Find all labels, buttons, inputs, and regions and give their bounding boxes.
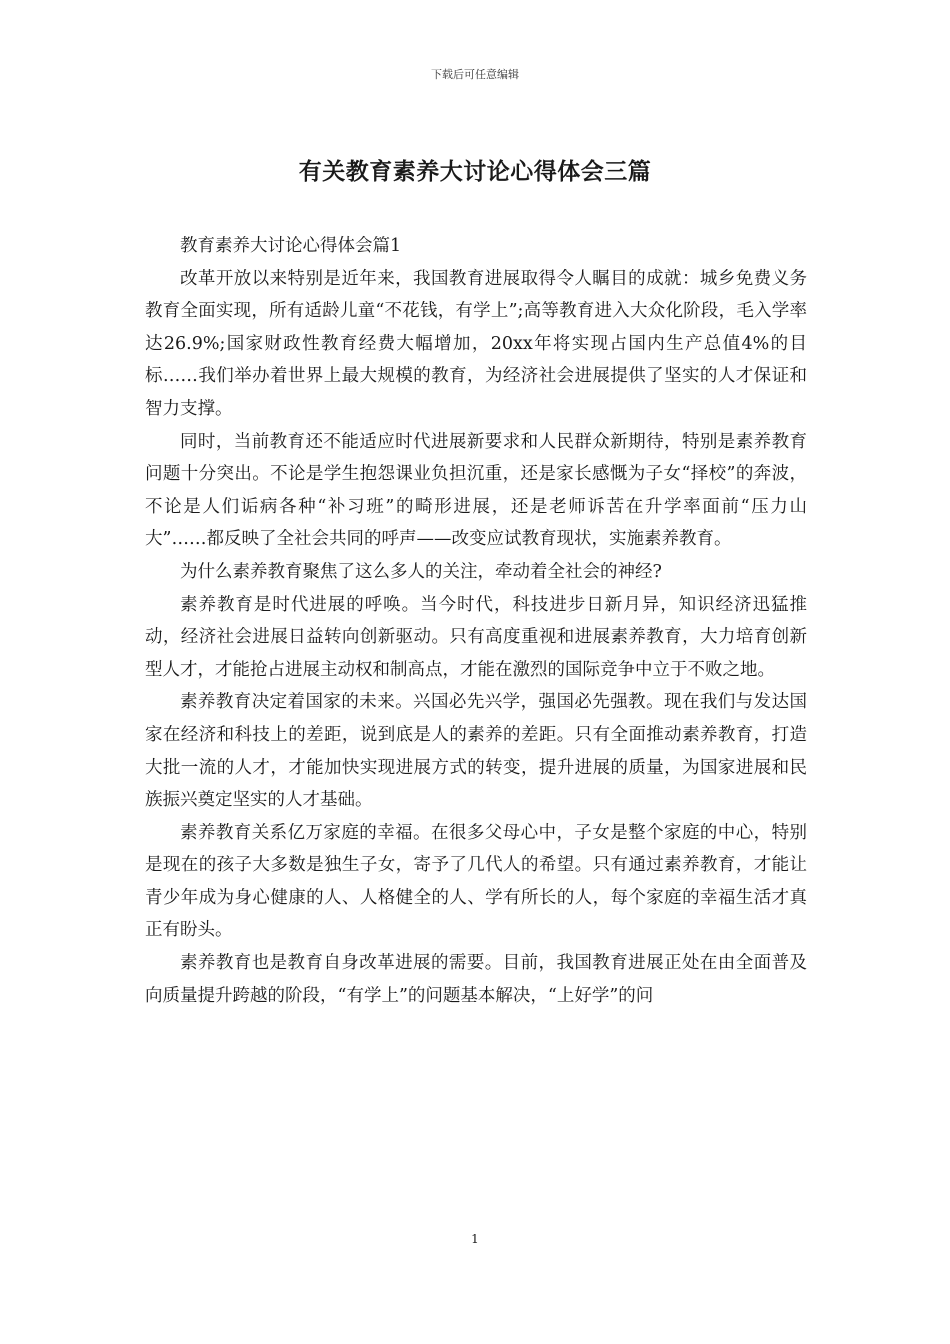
paragraph: 素养教育决定着国家的未来。兴国必先兴学，强国必先强教。现在我们与发达国家在经济和科技上的差距，说到底是人的素养的差距。只有全面推动素养教育，打造大批一流的人才，才能加快实现进展方式的转变，提升进展的质量，为国家进展和民族振兴奠定坚实的人才基础。: [145, 692, 807, 811]
paragraph: 素养教育也是教育自身改革进展的需要。目前，我国教育进展正处在由全面普及向质量提升跨越的阶段，“有学上”的问题基本解决，“上好学”的问: [145, 953, 807, 1006]
paragraph: 素养教育是时代进展的呼唤。当今时代，科技进步日新月异，知识经济迅猛推动，经济社会进展日益转向创新驱动。只有高度重视和进展素养教育，大力培育创新型人才，才能抢占进展主动权和制高点，才能在激烈的国际竞争中立于不败之地。: [145, 594, 807, 680]
paragraph: 素养教育关系亿万家庭的幸福。在很多父母心中，子女是整个家庭的中心，特别是现在的孩子大多数是独生子女，寄予了几代人的希望。只有通过素养教育，才能让青少年成为身心健康的人、人格健全的人、学有所长的人，每个家庭的幸福生活才真正有盼头。: [145, 822, 807, 941]
document-title: 有关教育素养大讨论心得体会三篇: [298, 158, 652, 185]
paragraph: 为什么素养教育聚焦了这么多人的关注，牵动着全社会的神经?: [180, 561, 662, 582]
header-note: 下载后可任意编辑: [431, 68, 519, 81]
paragraph: 改革开放以来特别是近年来，我国教育进展取得令人瞩目的成就：城乡免费义务教育全面实现，所有适龄儿童“不花钱，有学上”;高等教育进入大众化阶段，毛入学率达26.9%;国家财政性教育经费大幅增加，20xx年将实现占国内生产总值4%的目标……我们举办着世界上最大规模的教育，为经济社会进展提供了坚实的人才保证和智力支撑。: [145, 268, 807, 419]
page-number: 1: [471, 1232, 479, 1246]
document-body: [145, 230, 807, 1012]
section-heading: 教育素养大讨论心得体会篇1: [180, 236, 402, 256]
paragraph: 同时，当前教育还不能适应时代进展新要求和人民群众新期待，特别是素养教育问题十分突出。不论是学生抱怨课业负担沉重，还是家长感慨为子女“择校”的奔波，不论是人们诟病各种“补习班”的畸形进展，还是老师诉苦在升学率面前“压力山大”……都反映了全社会共同的呼声——改变应试教育现状，实施素养教育。: [145, 431, 807, 550]
